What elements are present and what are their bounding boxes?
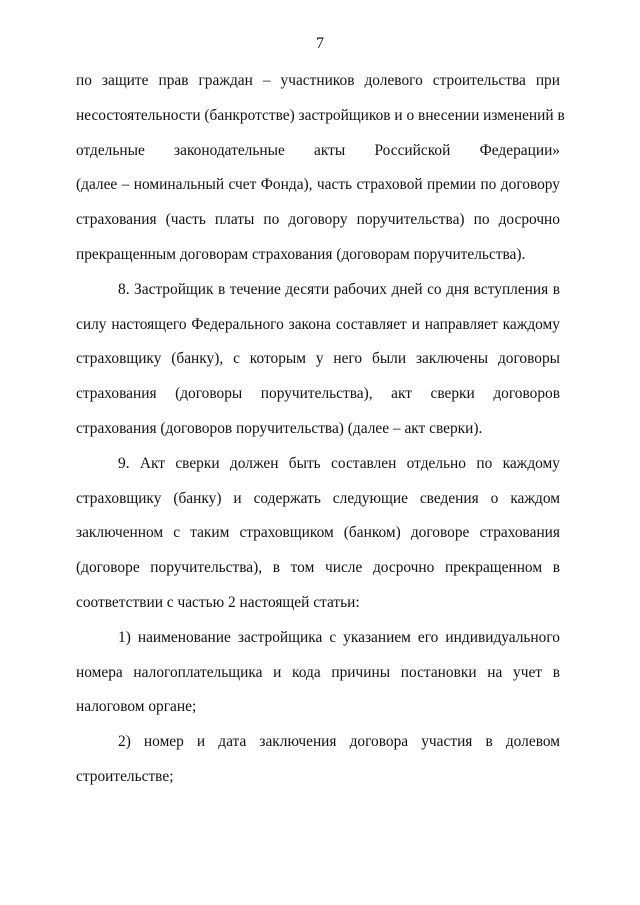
text-line: строительстве; [76,767,174,785]
page-number: 7 [316,35,324,52]
text-line: заключенном с таким страховщиком (банком) договоре страхования [76,524,560,542]
text-line: страхования (договоры поручительства), акт сверки договоров [76,385,560,403]
list-item-1-start: 1) наименование застройщика с указанием его индивидуального [118,628,560,646]
text-line: прекращенным договорам страхования (договорам поручительства). [76,245,526,263]
text-line: силу настоящего Федерального закона составляет и направляет каждому [76,315,560,333]
list-item-2-start: 2) номер и дата заключения договора участия в долевом [118,733,560,751]
text-line: (далее – номинальный счет Фонда), часть страховой премии по договору [76,176,560,194]
text-line: несостоятельности (банкротстве) застройщиков и о внесении изменений в [76,106,565,124]
text-line: страхования (часть платы по договору поручительства) по досрочно [76,211,560,229]
text-line: страхования (договоров поручительства) (далее – акт сверки). [76,419,483,437]
text-line: страховщику (банку) и содержать следующие сведения о каждом [76,489,560,507]
text-line: по защите прав граждан – участников долевого строительства при [76,72,560,89]
paragraph-8-start: 8. Застройщик в течение десяти рабочих дней со дня вступления в [118,280,560,298]
text-line: соответствии с частью 2 настоящей статьи: [76,593,360,611]
text-line: налоговом органе; [76,698,197,716]
paragraph-9-start: 9. Акт сверки должен быть составлен отдельно по каждому [118,454,560,472]
text-line: страховщику (банку), с которым у него были заключены договоры [76,350,560,368]
text-line: (договоре поручительства), в том числе досрочно прекращенном в [76,559,560,577]
text-line: отдельные законодательные акты Российской Федерации» [76,141,560,159]
document-body [76,64,565,795]
text-line: номера налогоплательщика и кода причины постановки на учет в [76,663,560,681]
